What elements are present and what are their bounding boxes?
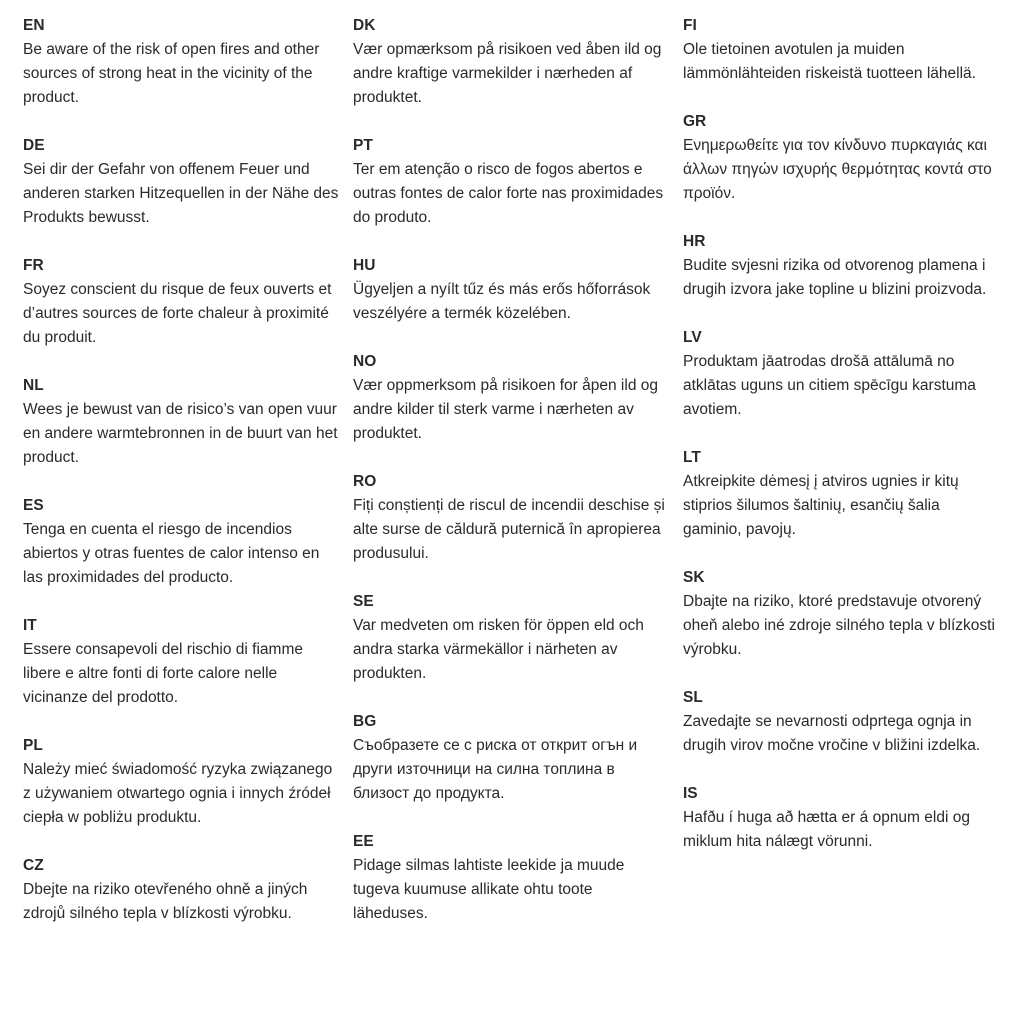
language-entry-fi xyxy=(683,14,1001,86)
language-entry-hu xyxy=(353,254,671,326)
language-entry-ro xyxy=(353,470,671,566)
warning-text: Vær oppmerksom på risikoen for åpen ild og andre kilder til sterk varme i nærheten av produktet. xyxy=(353,377,658,442)
language-code-label: DE xyxy=(23,137,45,154)
language-entry-pl xyxy=(23,734,341,830)
warning-text: Zavedajte se nevarnosti odprtega ognja in drugih virov močne vročine v bližini izdelka. xyxy=(683,713,981,754)
language-code-label: ES xyxy=(23,497,44,514)
language-code-label: SE xyxy=(353,593,374,610)
language-entry-lt xyxy=(683,446,1001,542)
warning-column-1 xyxy=(23,14,341,950)
warning-text: Ενημερωθείτε για τον κίνδυνο πυρκαγιάς και άλλων πηγών ισχυρής θερμότητας κοντά στο προϊόν. xyxy=(683,137,992,202)
language-entry-fr xyxy=(23,254,341,350)
language-code-label: PT xyxy=(353,137,373,154)
language-entry-de xyxy=(23,134,341,230)
language-code-label: EE xyxy=(353,833,374,850)
language-entry-ee xyxy=(353,830,671,926)
warning-text: Sei dir der Gefahr von offenem Feuer und anderen starken Hitzequellen in der Nähe des Produkts bewusst. xyxy=(23,161,339,226)
language-code-label: NO xyxy=(353,353,377,370)
warning-text: Be aware of the risk of open fires and other sources of strong heat in the vicinity of the product. xyxy=(23,41,320,106)
language-entry-en xyxy=(23,14,341,110)
warning-text: Należy mieć świadomość ryzyka związanego z używaniem otwartego ognia i innych źródeł ciepła w pobliżu produktu. xyxy=(23,761,333,826)
language-code-label: FI xyxy=(683,17,697,34)
language-code-label: NL xyxy=(23,377,44,394)
warning-text: Atkreipkite dėmesį į atviros ugnies ir kitų stiprios šilumos šaltinių, esančių šalia gaminio, pavojų. xyxy=(683,473,959,538)
warning-text: Hafðu í huga að hætta er á opnum eldi og miklum hita nálægt vörunni. xyxy=(683,809,970,850)
language-entry-sk xyxy=(683,566,1001,662)
language-entry-dk xyxy=(353,14,671,110)
language-entry-gr xyxy=(683,110,1001,206)
warning-text: Vær opmærksom på risikoen ved åben ild og andre kraftige varmekilder i nærheden af produktet. xyxy=(353,41,662,106)
warning-text: Var medveten om risken för öppen eld och andra starka värmekällor i närheten av produkten. xyxy=(353,617,644,682)
warning-text: Essere consapevoli del rischio di fiamme libere e altre fonti di forte calore nelle vicinanze del prodotto. xyxy=(23,641,303,706)
language-entry-hr xyxy=(683,230,1001,302)
language-code-label: PL xyxy=(23,737,43,754)
language-code-label: SK xyxy=(683,569,705,586)
warning-text: Budite svjesni rizika od otvorenog plamena i drugih izvora jake topline u blizini proizvoda. xyxy=(683,257,987,298)
language-code-label: LV xyxy=(683,329,702,346)
language-entry-lv xyxy=(683,326,1001,422)
warning-text: Ole tietoinen avotulen ja muiden lämmönlähteiden riskeistä tuotteen lähellä. xyxy=(683,41,976,82)
language-entry-es xyxy=(23,494,341,590)
language-entry-bg xyxy=(353,710,671,806)
warning-text: Produktam jāatrodas drošā attālumā no atklātas uguns un citiem spēcīgu karstuma avotiem. xyxy=(683,353,976,418)
warning-text: Tenga en cuenta el riesgo de incendios abiertos y otras fuentes de calor intenso en las proximidades del producto. xyxy=(23,521,320,586)
warning-text: Fiți conștienți de riscul de incendii deschise și alte surse de căldură puternică în apropierea produsului. xyxy=(353,497,665,562)
warning-text: Ter em atenção o risco de fogos abertos e outras fontes de calor forte nas proximidades do produto. xyxy=(353,161,664,226)
language-code-label: FR xyxy=(23,257,44,274)
language-code-label: HR xyxy=(683,233,706,250)
language-entry-is xyxy=(683,782,1001,854)
warning-text: Pidage silmas lahtiste leekide ja muude tugeva kuumuse allikate ohtu toote läheduses. xyxy=(353,857,625,922)
warning-text: Съобразете се с риска от открит огън и други източници на силна топлина в близост до продукта. xyxy=(353,737,638,802)
language-code-label: GR xyxy=(683,113,707,130)
language-code-label: BG xyxy=(353,713,377,730)
language-code-label: SL xyxy=(683,689,703,706)
warning-column-2 xyxy=(353,14,671,950)
warning-text: Dbajte na riziko, ktoré predstavuje otvorený oheň alebo iné zdroje silného tepla v blízkosti výrobku. xyxy=(683,593,995,658)
warning-text: Soyez conscient du risque de feux ouverts et d’autres sources de forte chaleur à proximité du produit. xyxy=(23,281,332,346)
language-code-label: CZ xyxy=(23,857,44,874)
language-entry-cz xyxy=(23,854,341,926)
language-entry-it xyxy=(23,614,341,710)
warning-text: Ügyeljen a nyílt tűz és más erős hőforrások veszélyére a termék közelében. xyxy=(353,281,651,322)
warning-column-3 xyxy=(683,14,1001,878)
language-entry-no xyxy=(353,350,671,446)
language-code-label: HU xyxy=(353,257,376,274)
language-code-label: LT xyxy=(683,449,701,466)
language-entry-pt xyxy=(353,134,671,230)
language-entry-se xyxy=(353,590,671,686)
language-code-label: IS xyxy=(683,785,698,802)
language-code-label: IT xyxy=(23,617,37,634)
language-code-label: RO xyxy=(353,473,377,490)
warning-text: Dbejte na riziko otevřeného ohně a jiných zdrojů silného tepla v blízkosti výrobku. xyxy=(23,881,308,922)
language-entry-sl xyxy=(683,686,1001,758)
language-code-label: EN xyxy=(23,17,45,34)
language-entry-nl xyxy=(23,374,341,470)
language-code-label: DK xyxy=(353,17,376,34)
warning-text: Wees je bewust van de risico’s van open vuur en andere warmtebronnen in de buurt van het product. xyxy=(23,401,338,466)
